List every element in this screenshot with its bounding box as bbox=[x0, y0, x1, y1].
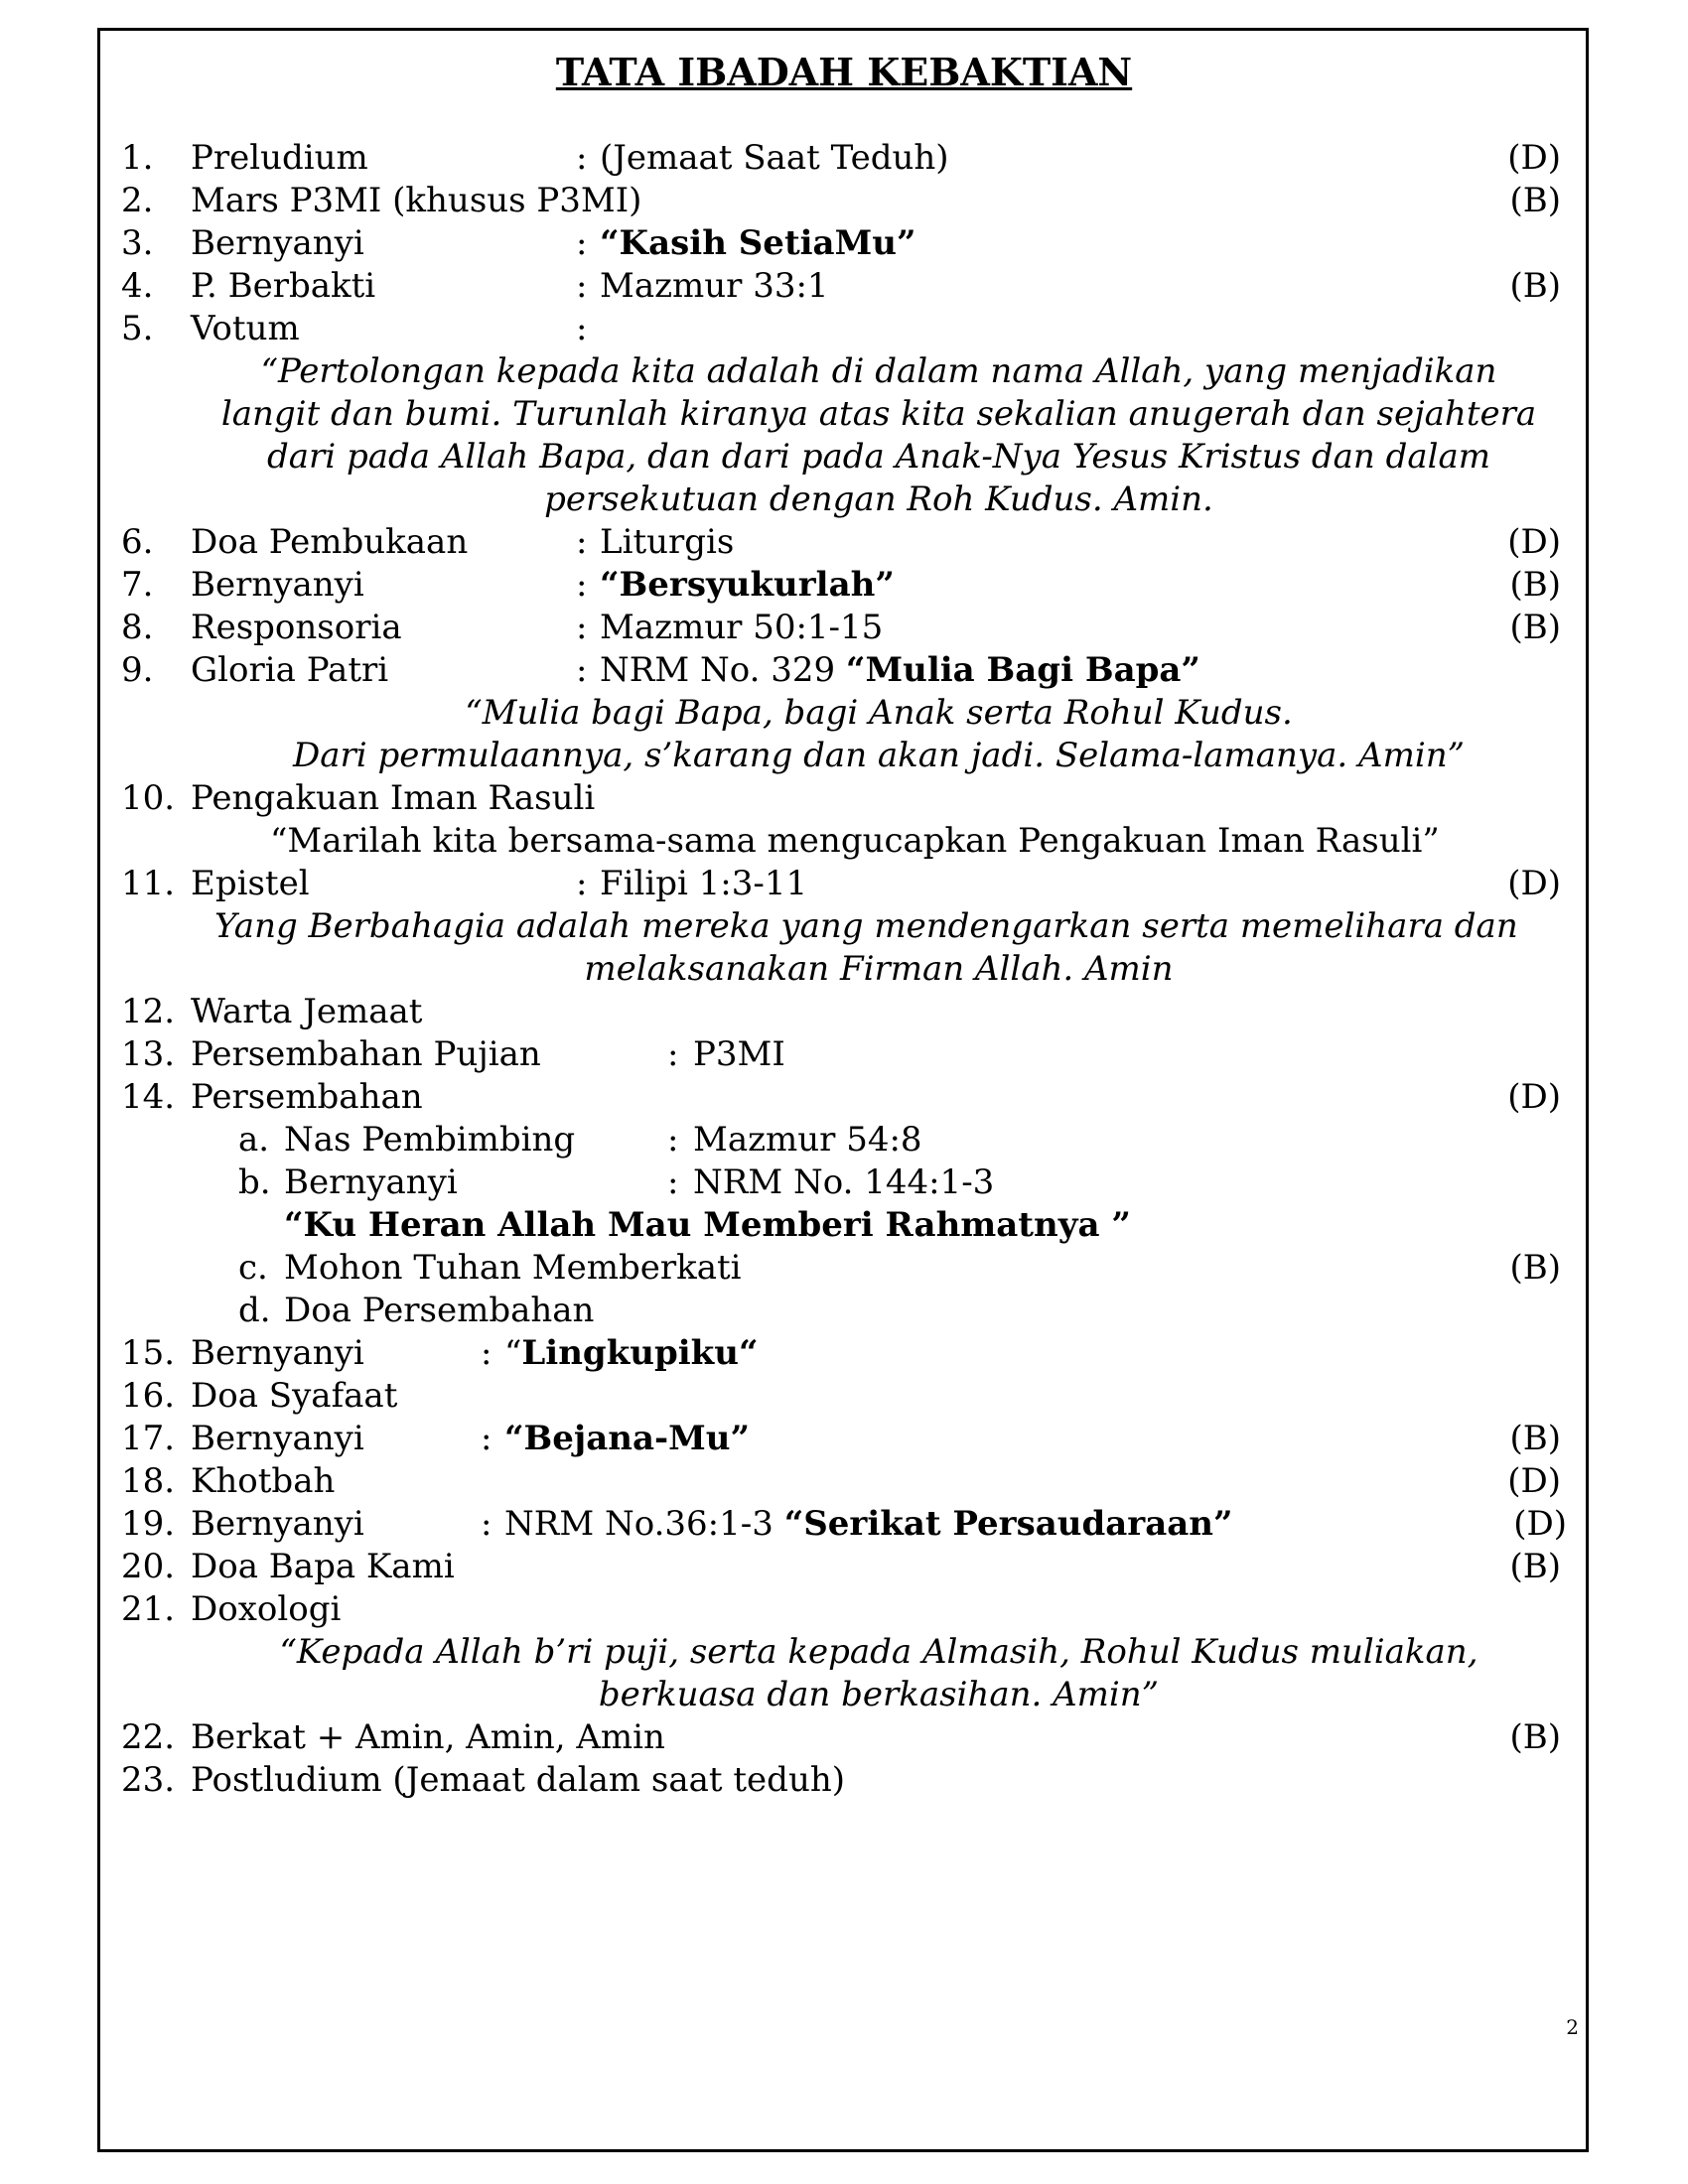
item-label: Votum bbox=[191, 309, 300, 348]
item-code: (D) bbox=[1507, 522, 1561, 562]
list-item bbox=[0, 607, 1688, 649]
item-code: (D) bbox=[1507, 1461, 1561, 1501]
sub-item bbox=[0, 1290, 1688, 1332]
sub-label: Mohon Tuhan Memberkati bbox=[284, 1248, 742, 1288]
gloria-text: Dari permulaannya, s’karang dan akan jadi. Selama-lamanya. Amin” bbox=[293, 736, 1465, 775]
list-item bbox=[0, 1546, 1688, 1588]
item-number: 10. bbox=[121, 778, 176, 818]
votum-text: persekutuan dengan Roh Kudus. Amin. bbox=[544, 479, 1213, 519]
item-code: (D) bbox=[1507, 138, 1561, 178]
votum-line bbox=[0, 478, 1688, 521]
list-item bbox=[0, 222, 1688, 265]
item-label: Mars P3MI (khusus P3MI) bbox=[191, 181, 642, 220]
list-item bbox=[0, 1588, 1688, 1631]
item-value: NRM No.36:1-3 bbox=[504, 1504, 784, 1544]
list-item bbox=[0, 1418, 1688, 1460]
epistel-text: melaksanakan Firman Allah. Amin bbox=[584, 949, 1174, 989]
item-number: 2. bbox=[121, 181, 154, 220]
item-label: Gloria Patri bbox=[191, 650, 389, 690]
item-number: 11. bbox=[121, 864, 176, 903]
item-number: 6. bbox=[121, 522, 154, 562]
item-label: Bernyanyi bbox=[191, 1419, 364, 1458]
item-code: (B) bbox=[1509, 1547, 1561, 1586]
epistel-line bbox=[0, 905, 1688, 948]
item-label: Pengakuan Iman Rasuli bbox=[191, 778, 596, 818]
votum-text: dari pada Allah Bapa, dan dari pada Anak-Nya Yesus Kristus dan dalam bbox=[266, 437, 1491, 477]
doxologi-text: berkuasa dan berkasihan. Amin” bbox=[598, 1675, 1160, 1714]
item-value: Mazmur 50:1-15 bbox=[600, 608, 884, 647]
sub-song-title: “Ku Heran Allah Mau Memberi Rahmatnya ” bbox=[284, 1205, 1131, 1245]
sub-item bbox=[0, 1161, 1688, 1204]
sub-separator: : bbox=[667, 1120, 679, 1160]
item-label: Responsoria bbox=[191, 608, 402, 647]
item-separator: : bbox=[576, 138, 588, 178]
page-number: 2 bbox=[1566, 2015, 1579, 2039]
sub-letter: d. bbox=[238, 1291, 271, 1330]
list-item bbox=[0, 1375, 1688, 1418]
item-value: Mazmur 33:1 bbox=[600, 266, 829, 306]
item-separator: : bbox=[576, 565, 588, 605]
item-song-title: Lingkupiku“ bbox=[521, 1333, 759, 1373]
item-number: 20. bbox=[121, 1547, 176, 1586]
list-item bbox=[0, 521, 1688, 564]
item-label: Berkat + Amin, Amin, Amin bbox=[191, 1717, 665, 1757]
item-code: (B) bbox=[1509, 1419, 1561, 1458]
doxologi-line bbox=[0, 1631, 1688, 1674]
item-label: Preludium bbox=[191, 138, 368, 178]
document-title: TATA IBADAH KEBAKTIAN bbox=[555, 50, 1133, 94]
item-value: (Jemaat Saat Teduh) bbox=[600, 138, 949, 178]
item-code: (B) bbox=[1509, 608, 1561, 647]
item-code: (D) bbox=[1513, 1504, 1567, 1544]
item-song-title: “Bejana-Mu” bbox=[504, 1419, 751, 1458]
list-item bbox=[0, 991, 1688, 1033]
item-separator: : bbox=[576, 266, 588, 306]
item-label: Persembahan bbox=[191, 1077, 423, 1117]
item-label: Warta Jemaat bbox=[191, 992, 423, 1031]
item-separator: : bbox=[481, 1333, 492, 1373]
sub-item bbox=[0, 1247, 1688, 1290]
iman-line bbox=[0, 820, 1688, 863]
item-song-title: “Kasih SetiaMu” bbox=[600, 223, 916, 263]
item-label: Bernyanyi bbox=[191, 1333, 364, 1373]
item-separator: : bbox=[576, 864, 588, 903]
item-number: 14. bbox=[121, 1077, 176, 1117]
item-number: 21. bbox=[121, 1589, 176, 1629]
list-item bbox=[0, 137, 1688, 180]
item-number: 9. bbox=[121, 650, 154, 690]
list-item bbox=[0, 308, 1688, 350]
item-number: 7. bbox=[121, 565, 154, 605]
votum-text: “Pertolongan kepada kita adalah di dalam nama Allah, yang menjadikan bbox=[260, 351, 1497, 391]
sub-item bbox=[0, 1119, 1688, 1161]
item-value: Filipi 1:3-11 bbox=[600, 864, 808, 903]
item-separator: : bbox=[576, 608, 588, 647]
item-song-title: “Mulia Bagi Bapa” bbox=[845, 650, 1200, 690]
item-label: Doa Pembukaan bbox=[191, 522, 469, 562]
list-item bbox=[0, 1759, 1688, 1802]
item-label: Bernyanyi bbox=[191, 565, 364, 605]
item-number: 5. bbox=[121, 309, 154, 348]
item-value: Liturgis bbox=[600, 522, 735, 562]
sub-letter: c. bbox=[238, 1248, 268, 1288]
item-code: (D) bbox=[1507, 1077, 1561, 1117]
item-label: Doxologi bbox=[191, 1589, 342, 1629]
list-item bbox=[0, 863, 1688, 905]
gloria-line bbox=[0, 735, 1688, 777]
sub-code: (B) bbox=[1509, 1248, 1561, 1288]
item-number: 12. bbox=[121, 992, 176, 1031]
item-separator: : bbox=[667, 1034, 679, 1074]
item-number: 18. bbox=[121, 1461, 176, 1501]
item-label: Persembahan Pujian bbox=[191, 1034, 541, 1074]
item-song-title: “Bersyukurlah” bbox=[600, 565, 895, 605]
item-number: 22. bbox=[121, 1717, 176, 1757]
item-number: 3. bbox=[121, 223, 154, 263]
votum-line bbox=[0, 393, 1688, 436]
item-value: NRM No. 329 bbox=[600, 650, 846, 690]
votum-line bbox=[0, 350, 1688, 393]
iman-text: “Marilah kita bersama-sama mengucapkan Pengakuan Iman Rasuli” bbox=[270, 821, 1440, 861]
list-item bbox=[0, 180, 1688, 222]
list-item bbox=[0, 1460, 1688, 1503]
item-code: (B) bbox=[1509, 266, 1561, 306]
item-separator: : bbox=[576, 650, 588, 690]
item-separator: : bbox=[576, 522, 588, 562]
gloria-text: “Mulia bagi Bapa, bagi Anak serta Rohul Kudus. bbox=[465, 693, 1293, 733]
item-number: 4. bbox=[121, 266, 154, 306]
item-number: 19. bbox=[121, 1504, 176, 1544]
list-item bbox=[0, 265, 1688, 308]
sub-label: Nas Pembimbing bbox=[284, 1120, 576, 1160]
item-label: Doa Bapa Kami bbox=[191, 1547, 455, 1586]
votum-text: langit dan bumi. Turunlah kiranya atas kita sekalian anugerah dan sejahtera bbox=[220, 394, 1537, 434]
item-quote: “ bbox=[504, 1333, 522, 1373]
item-value: P3MI bbox=[693, 1034, 785, 1074]
list-item bbox=[0, 564, 1688, 607]
epistel-line bbox=[0, 948, 1688, 991]
sub-label: Bernyanyi bbox=[284, 1162, 458, 1202]
sub-letter: a. bbox=[238, 1120, 270, 1160]
item-label: Doa Syafaat bbox=[191, 1376, 398, 1416]
item-label: Postludium (Jemaat dalam saat teduh) bbox=[191, 1760, 845, 1800]
item-separator: : bbox=[576, 309, 588, 348]
item-number: 13. bbox=[121, 1034, 176, 1074]
list-item bbox=[0, 1503, 1688, 1546]
gloria-line bbox=[0, 692, 1688, 735]
item-number: 17. bbox=[121, 1419, 176, 1458]
sub-song bbox=[0, 1204, 1688, 1247]
list-item bbox=[0, 1716, 1688, 1759]
list-item bbox=[0, 1332, 1688, 1375]
item-code: (D) bbox=[1507, 864, 1561, 903]
sub-value: Mazmur 54:8 bbox=[693, 1120, 922, 1160]
votum-line bbox=[0, 436, 1688, 478]
epistel-text: Yang Berbahagia adalah mereka yang mendengarkan serta memelihara dan bbox=[214, 906, 1518, 946]
item-number: 8. bbox=[121, 608, 154, 647]
item-separator: : bbox=[481, 1504, 492, 1544]
item-number: 16. bbox=[121, 1376, 176, 1416]
doxologi-text: “Kepada Allah b’ri puji, serta kepada Almasih, Rohul Kudus muliakan, bbox=[279, 1632, 1478, 1672]
item-code: (B) bbox=[1509, 181, 1561, 220]
item-label: P. Berbakti bbox=[191, 266, 376, 306]
item-song-title: “Serikat Persaudaraan” bbox=[783, 1504, 1233, 1544]
list-item bbox=[0, 777, 1688, 820]
item-number: 15. bbox=[121, 1333, 176, 1373]
sub-label: Doa Persembahan bbox=[284, 1291, 595, 1330]
item-label: Bernyanyi bbox=[191, 223, 364, 263]
list-item bbox=[0, 1076, 1688, 1119]
item-label: Epistel bbox=[191, 864, 310, 903]
item-number: 23. bbox=[121, 1760, 176, 1800]
item-label: Bernyanyi bbox=[191, 1504, 364, 1544]
item-separator: : bbox=[481, 1419, 492, 1458]
item-number: 1. bbox=[121, 138, 154, 178]
item-label: Khotbah bbox=[191, 1461, 336, 1501]
item-code: (B) bbox=[1509, 1717, 1561, 1757]
list-item bbox=[0, 649, 1688, 692]
sub-value: NRM No. 144:1-3 bbox=[693, 1162, 995, 1202]
list-item bbox=[0, 1033, 1688, 1076]
item-code: (B) bbox=[1509, 565, 1561, 605]
item-separator: : bbox=[576, 223, 588, 263]
sub-letter: b. bbox=[238, 1162, 271, 1202]
sub-separator: : bbox=[667, 1162, 679, 1202]
doxologi-line bbox=[0, 1674, 1688, 1716]
